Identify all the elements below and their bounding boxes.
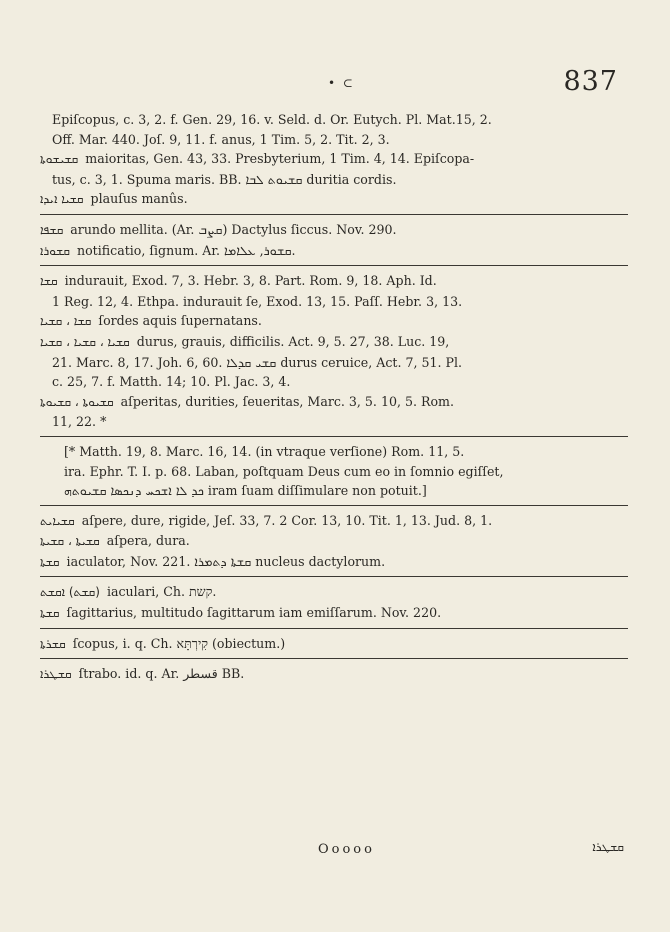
syriac-headword: ܩܫܬܐ (40, 554, 60, 569)
lexicon-entry (40, 531, 628, 552)
entry-first-line (40, 241, 628, 262)
entry-first-line (40, 664, 628, 685)
syriac-headword: (ܩܫܬ) ܐܩܫܬ (40, 585, 100, 600)
page-number: 837 (563, 66, 618, 97)
syriac-headword: ܩܫܝܘܬܐ ، ܩܫܝܘܬܐ (40, 394, 114, 409)
lexicon-section (40, 220, 628, 261)
entry-definition: [* Matth. 19, 8. Marc. 16, 14. (in vtraque verſione) Rom. 11, 5. (64, 443, 465, 459)
entry-first-line (40, 189, 628, 210)
footnote-block (40, 442, 628, 501)
signature-mark: Ooooo (318, 842, 375, 857)
catchword: ܩܫܛܪܐ (592, 840, 624, 854)
lexicon-section (40, 582, 628, 623)
entry-continuation-line: ira. Ephr. T. I. p. 68. Laban, poſtquam Deus cum eo in ſomnio egiſſet, (64, 463, 504, 479)
lexicon-section (40, 634, 628, 655)
lexicon-entry (40, 603, 628, 624)
lexicon-entry (40, 552, 628, 573)
lexicon-entry (40, 271, 628, 311)
lexicon-section (40, 664, 628, 685)
entry-definition: indurauit, Exod. 7, 3. Hebr. 3, 8. Part. Rom. 9, 18. Aph. Id. (64, 273, 437, 289)
syriac-headword: ܩܫܝܬܐ ، ܩܫܝܬܐ (40, 534, 100, 549)
syriac-headword: ܩܫܝܐܝܬ (40, 513, 75, 528)
syriac-headword: ܩܫܘܪܐ (40, 243, 70, 258)
entry-first-line (64, 442, 628, 462)
lexicon-entry (40, 634, 628, 655)
lexicon-entry (40, 189, 628, 210)
entry-first-line (40, 311, 628, 332)
entry-first-line (40, 110, 628, 130)
section-rule (40, 658, 628, 659)
lexicon-entry (40, 311, 628, 332)
section-rule (40, 265, 628, 266)
entry-first-line (40, 392, 628, 413)
syriac-headword: ܩܫܬܐ (40, 606, 60, 621)
section-rule (40, 576, 628, 577)
entry-definition: ſcopus, i. q. Ch. קִירְתָּא (obiectum.) (72, 635, 286, 651)
entry-first-line (40, 271, 628, 292)
lexicon-entry (40, 332, 628, 392)
entry-first-line (40, 634, 628, 655)
syriac-headword: ܩܫܝܐ ، ܩܫܝܐ ، ܩܫܝܐ (40, 334, 130, 349)
syriac-headword: ܩܫܐ (40, 274, 58, 289)
page-footer (40, 838, 628, 862)
entry-first-line (40, 531, 628, 552)
lexicon-entry (40, 392, 628, 432)
section-rule (40, 436, 628, 437)
entry-definition: plauſus manûs. (90, 191, 188, 207)
lexicon-entry (40, 110, 628, 149)
lexicon-entry (40, 241, 628, 262)
entry-continuation-line: c. 25, 7. f. Matth. 14; 10. Pl. Jac. 3, 4. (52, 374, 291, 390)
lexicon-section (40, 271, 628, 432)
entry-definition: aſpere, dure, rigide, Jeſ. 33, 7. 2 Cor. 13, 10. Tit. 1, 13. Jud. 8, 1. (81, 512, 493, 528)
dictionary-column (40, 110, 628, 685)
syriac-headword: ܩܫܪܬܐ (40, 636, 66, 651)
running-head-mark: • ⊂ (328, 76, 355, 90)
lexicon-entry (40, 511, 628, 532)
entry-definition: notificatio, ſignum. Ar. ܩܫܘܪ, ܥܠܐܡܐ. (76, 242, 296, 258)
entry-continuation-line: 21. Marc. 8, 17. Joh. 6, 60. ܩܫܝ ܩܕܠܐ durus ceruice, Act. 7, 51. Pl. (52, 354, 463, 370)
section-rule (40, 505, 628, 506)
lexicon-entry (64, 442, 628, 501)
entry-definition: iaculator, Nov. 221. ܩܫܬܐ ܕܬܡܪܐ nucleus dactylorum. (66, 553, 386, 569)
entry-definition: Epiſcopus, c. 3, 2. f. Gen. 29, 16. v. Seld. d. Or. Eutych. Pl. Mat.15, 2. (52, 112, 492, 127)
entry-first-line (40, 149, 628, 170)
entry-continuation-line: ܟܕ ܠܐ ܐܫܟܚ ܕܢܟܣܐ ܩܫܝܘܬܗ iram ſuam diſſimulare non potuit.] (64, 483, 427, 499)
syriac-headword: ܩܫܦܐ (40, 222, 64, 237)
lexicon-entry (40, 149, 628, 189)
entry-continuation-line: 11, 22. * (52, 414, 107, 430)
section-rule (40, 214, 628, 215)
entry-continuation-line: tus, c. 3, 1. Spuma maris. BB. ܩܫܝܘܬ ܠܒܐ duritia cordis. (52, 171, 397, 187)
running-head (0, 62, 670, 102)
entry-first-line (40, 220, 628, 241)
entry-definition: aſpera, dura. (106, 533, 190, 549)
entry-definition: arundo mellita. (Ar. ܩܨܒ) Dactylus ſiccus. Nov. 290. (70, 221, 397, 237)
syriac-headword: ܩܫܝܐ ܐܝܕܐ (40, 192, 84, 207)
lexicon-entry (40, 664, 628, 685)
entry-definition: ſtrabo. id. q. Ar. قسطر BB. (78, 666, 245, 682)
entry-definition: iaculari, Ch. קשת. (106, 584, 217, 600)
lexicon-section (40, 110, 628, 210)
entry-definition: ſagittarius, multitudo ſagittarum iam emiſſarum. Nov. 220. (66, 605, 442, 621)
entry-definition: durus, grauis, difficilis. Act. 9, 5. 27, 38. Luc. 19, (136, 333, 450, 349)
entry-continuation-line: 1 Reg. 12, 4. Ethpa. indurauit ſe, Exod. 13, 15. Paſſ. Hebr. 3, 13. (52, 293, 463, 309)
entry-definition: maioritas, Gen. 43, 33. Presbyterium, 1 Tim. 4, 14. Epiſcopa- (85, 151, 475, 167)
entry-continuation-line: Off. Mar. 440. Joſ. 9, 11. f. anus, 1 Tim. 5, 2. Tit. 2, 3. (52, 131, 390, 147)
entry-first-line (40, 603, 628, 624)
lexicon-entry (40, 220, 628, 241)
section-rule (40, 628, 628, 629)
entry-definition: ſordes aquis ſupernatans. (98, 313, 262, 329)
syriac-headword: ܩܫܐ ، ܩܫܝܐ (40, 314, 92, 329)
entry-first-line (40, 552, 628, 573)
lexicon-section (40, 511, 628, 573)
entry-first-line (40, 582, 628, 603)
entry-first-line (40, 511, 628, 532)
lexicon-entry (40, 582, 628, 603)
entry-definition: aſperitas, durities, ſeueritas, Marc. 3, 5. 10, 5. Rom. (120, 393, 455, 409)
entry-first-line (40, 332, 628, 353)
syriac-headword: ܩܫܛܪܐ (40, 667, 72, 682)
syriac-headword: ܩܫܝܫܘܬܐ (40, 152, 79, 167)
